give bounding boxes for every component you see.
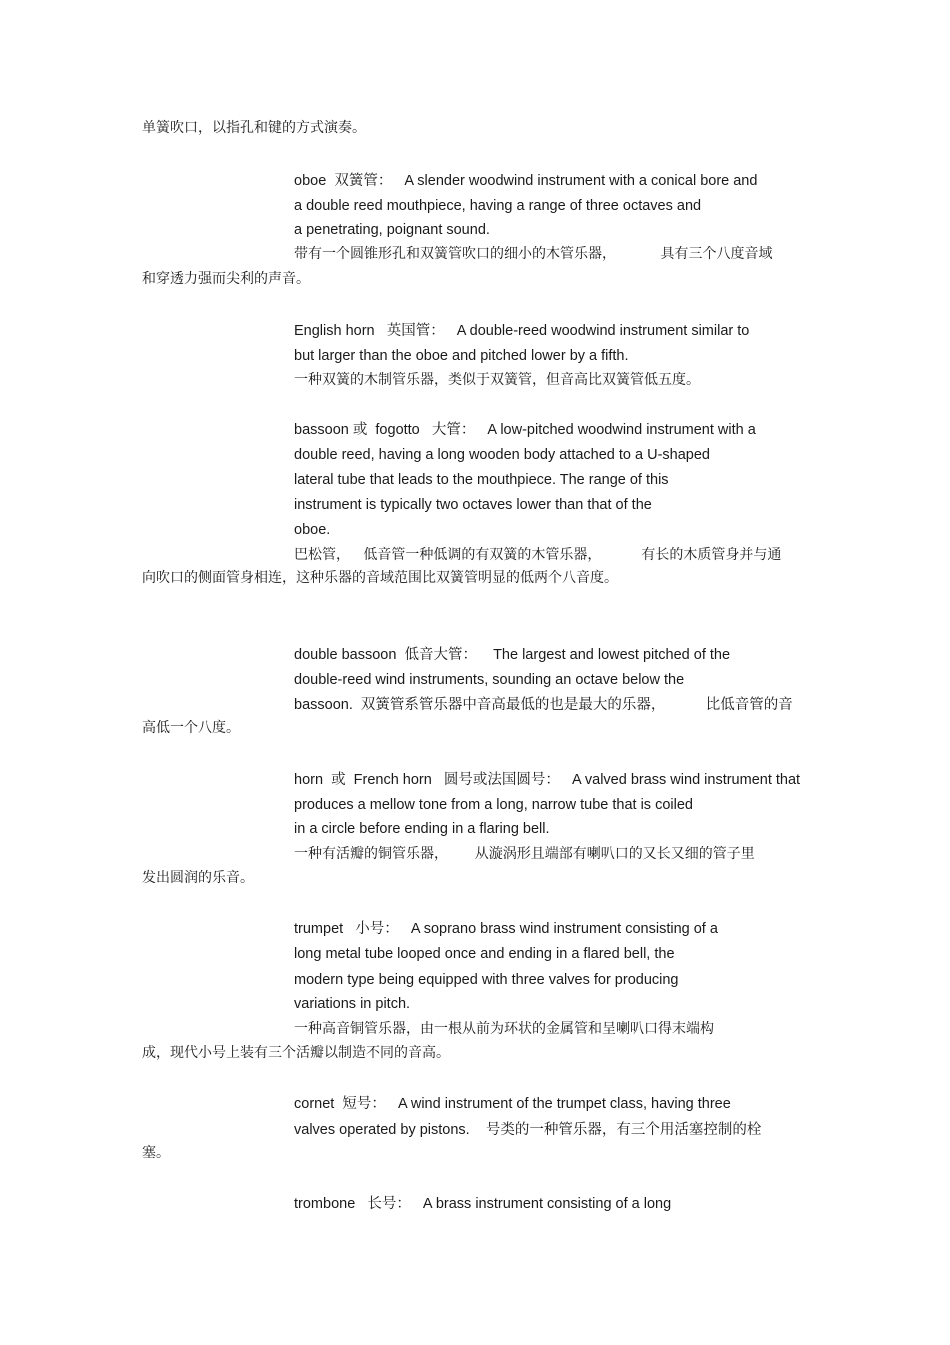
text-line: in a circle before ending in a flaring bell. [294,821,550,837]
text-line: a penetrating, poignant sound. [294,222,490,238]
text-line: valves operated by pistons. 号类的一种管乐器，有三个用活塞控制的栓 [294,1122,762,1138]
entry-oboe-heading: oboe 双簧管： A slender woodwind instrument with a conical bore and [294,173,758,189]
text-line: 一种有活瓣的铜管乐器， 从漩涡形且端部有喇叭口的又长又细的管子里 [294,846,755,862]
text-line: double-reed wind instruments, sounding an octave below the [294,672,685,688]
text-line: variations in pitch. [294,996,411,1012]
text-line: 高低一个八度。 [142,720,240,736]
entry-cornet-heading: cornet 短号： A wind instrument of the trumpet class, having three [294,1096,731,1112]
text-line: 成，现代小号上装有三个活瓣以制造不同的音高。 [142,1045,450,1061]
entry-trombone-heading: trombone 长号： A brass instrument consisting of a long [294,1196,672,1212]
entry-bassoon-heading: bassoon 或 fogotto 大管： A low-pitched woodwind instrument with a [294,422,756,438]
text-line: modern type being equipped with three valves for producing [294,972,679,988]
text-line: instrument is typically two octaves lower than that of the [294,497,652,513]
text-line: 一种高音铜管乐器，由一根从前为环状的金属管和呈喇叭口得末端构 [294,1021,714,1037]
text-line: produces a mellow tone from a long, narrow tube that is coiled [294,797,693,813]
text-line: 一种双簧的木制管乐器，类似于双簧管，但音高比双簧管低五度。 [294,372,700,388]
entry-english-horn-heading: English horn 英国管： A double-reed woodwind instrument similar to [294,323,750,339]
text-line: 单簧吹口，以指孔和键的方式演奏。 [142,120,366,136]
text-line: double reed, having a long wooden body attached to a U-shaped [294,447,710,463]
text-line: 巴松管， 低音管一种低调的有双簧的木管乐器， 有长的木质管身并与通 [294,547,782,563]
text-line: lateral tube that leads to the mouthpiece. The range of this [294,472,669,488]
text-line: oboe. [294,522,331,538]
text-line: bassoon. 双簧管系管乐器中音高最低的也是最大的乐器， 比低音管的音 [294,697,793,713]
entry-double-bassoon-heading: double bassoon 低音大管： The largest and lowest pitched of the [294,647,731,663]
entry-trumpet-heading: trumpet 小号： A soprano brass wind instrument consisting of a [294,921,718,937]
text-line: long metal tube looped once and ending in a flared bell, the [294,946,675,962]
text-line: but larger than the oboe and pitched lower by a fifth. [294,348,629,364]
entry-horn-heading: horn 或 French horn 圆号或法国圆号： A valved brass wind instrument that [294,772,801,788]
text-line: 带有一个圆锥形孔和双簧管吹口的细小的木管乐器， 具有三个八度音域 [294,246,773,262]
text-line: 塞。 [142,1145,170,1161]
text-line: a double reed mouthpiece, having a range of three octaves and [294,198,702,214]
text-line: 和穿透力强而尖利的声音。 [142,271,310,287]
text-line: 向吹口的侧面管身相连，这种乐器的音域范围比双簧管明显的低两个八音度。 [142,570,618,586]
text-line: 发出圆润的乐音。 [142,870,254,886]
